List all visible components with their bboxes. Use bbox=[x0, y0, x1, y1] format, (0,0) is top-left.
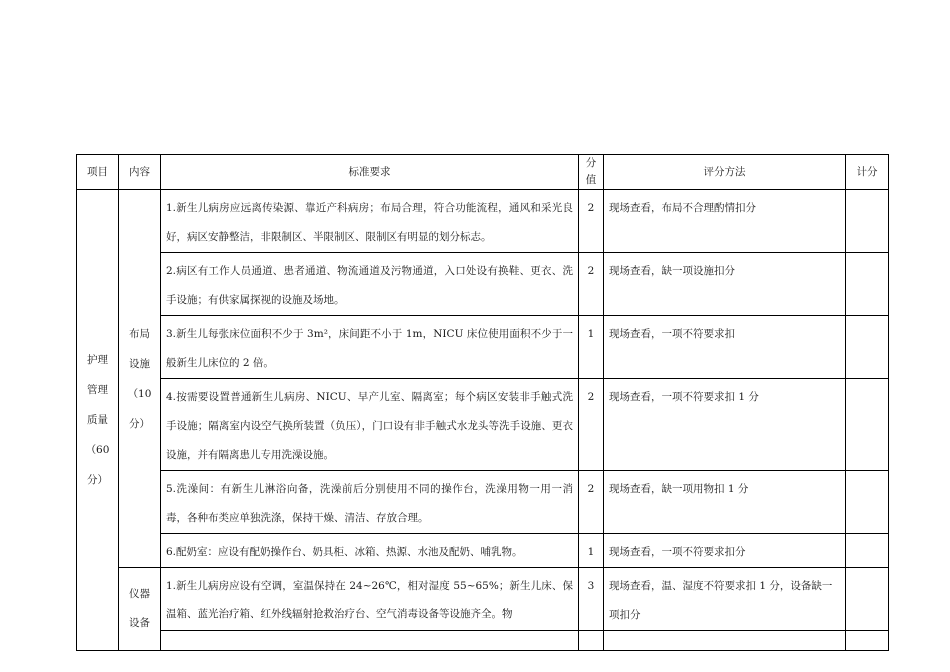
project-cell bbox=[77, 190, 119, 651]
evaluation-table bbox=[76, 154, 889, 651]
score-cell: 2 bbox=[579, 253, 604, 316]
tally-cell bbox=[846, 568, 889, 631]
header-score bbox=[579, 155, 604, 190]
content-line: 设施 bbox=[129, 357, 150, 370]
standard-cell: 2.病区有工作人员通道、患者通道、物流通道及污物通道，入口处设有换鞋、更衣、洗手设施；有供家属探视的设施及场地。 bbox=[161, 253, 579, 316]
project-line: 管理 bbox=[87, 384, 108, 396]
standard-cell: 1.新生儿病房应远离传染源、靠近产科病房；布局合理，符合功能流程，通风和采光良好，病区安静整洁，非限制区、半限制区、限制区有明显的划分标志。 bbox=[161, 190, 579, 253]
method-cell: 现场查看，温、湿度不符要求扣 1 分，设备缺一项扣分 bbox=[604, 568, 846, 631]
header-content: 内容 bbox=[119, 155, 161, 190]
project-line: 质量 bbox=[87, 414, 108, 426]
score-cell-continuation bbox=[579, 631, 604, 651]
content-line: 分） bbox=[129, 417, 150, 430]
header-method: 评分方法 bbox=[604, 155, 846, 190]
standard-cell: 5.洗澡间：有新生儿淋浴向备，洗澡前后分别使用不同的操作台，洗澡用物一用一消毒，各种布类应单独洗涤，保持干燥、清洁、存放合理。 bbox=[161, 471, 579, 534]
table-row bbox=[77, 379, 889, 471]
score-cell: 2 bbox=[579, 379, 604, 471]
standard-cell: 3.新生儿每张床位面积不少于 3m²，床间距不小于 1m，NICU 床位使用面积不少于一般新生儿床位的 2 倍。 bbox=[161, 316, 579, 379]
score-cell: 2 bbox=[579, 471, 604, 534]
method-cell: 现场查看，一项不符要求扣分 bbox=[604, 534, 846, 568]
method-cell: 现场查看，一项不符要求扣 bbox=[604, 316, 846, 379]
tally-cell bbox=[846, 534, 889, 568]
table-row bbox=[77, 190, 889, 253]
tally-cell bbox=[846, 316, 889, 379]
standard-cell: 1.新生儿病房应设有空调，室温保持在 24~26℃，相对湿度 55~65%；新生儿床、保温箱、蓝光治疗箱、红外线辐射抢救治疗台、空气消毒设备等设施齐全。物 bbox=[161, 568, 579, 631]
header-project: 项目 bbox=[77, 155, 119, 190]
table-row bbox=[77, 568, 889, 631]
header-score-line-2: 值 bbox=[585, 174, 597, 186]
content-line: 布局 bbox=[129, 327, 150, 340]
table-row bbox=[77, 253, 889, 316]
score-cell: 1 bbox=[579, 534, 604, 568]
project-line: 护理 bbox=[87, 354, 108, 366]
method-cell-continuation bbox=[604, 631, 846, 651]
standard-cell: 6.配奶室：应设有配奶操作台、奶具柜、冰箱、热源、水池及配奶、哺乳物。 bbox=[161, 534, 579, 568]
content-line: （10 bbox=[127, 387, 152, 400]
tally-cell bbox=[846, 190, 889, 253]
tally-cell-continuation bbox=[846, 631, 889, 651]
header-tally: 计分 bbox=[846, 155, 889, 190]
score-cell: 1 bbox=[579, 316, 604, 379]
standard-cell: 4.按需要设置普通新生儿病房、NICU、早产儿室、隔离室；每个病区安装非手触式洗手设施；隔离室内设空气换所装置（负压），门口设有非手触式水龙头等洗手设施、更衣设施，并有隔离患儿专用洗澡设施。 bbox=[161, 379, 579, 471]
method-cell: 现场查看，一项不符要求扣 1 分 bbox=[604, 379, 846, 471]
table-row bbox=[77, 534, 889, 568]
content-line: 设备 bbox=[129, 617, 150, 629]
header-standard: 标准要求 bbox=[161, 155, 579, 190]
method-cell: 现场查看，缺一项设施扣分 bbox=[604, 253, 846, 316]
table-header-row bbox=[77, 155, 889, 190]
content-line: 仪器 bbox=[129, 588, 150, 600]
score-cell: 2 bbox=[579, 190, 604, 253]
content-cell-equipment bbox=[119, 568, 161, 651]
table-row bbox=[77, 316, 889, 379]
table-row bbox=[77, 471, 889, 534]
standard-cell-continuation bbox=[161, 631, 579, 651]
header-score-line-1: 分 bbox=[585, 157, 597, 169]
tally-cell bbox=[846, 253, 889, 316]
table-row-continuation bbox=[77, 631, 889, 651]
project-line: （60 bbox=[85, 444, 110, 456]
tally-cell bbox=[846, 471, 889, 534]
project-line: 分） bbox=[87, 474, 108, 486]
content-cell-layout bbox=[119, 190, 161, 568]
score-cell: 3 bbox=[579, 568, 604, 631]
method-cell: 现场查看，布局不合理酌情扣分 bbox=[604, 190, 846, 253]
tally-cell bbox=[846, 379, 889, 471]
method-cell: 现场查看，缺一项用物扣 1 分 bbox=[604, 471, 846, 534]
